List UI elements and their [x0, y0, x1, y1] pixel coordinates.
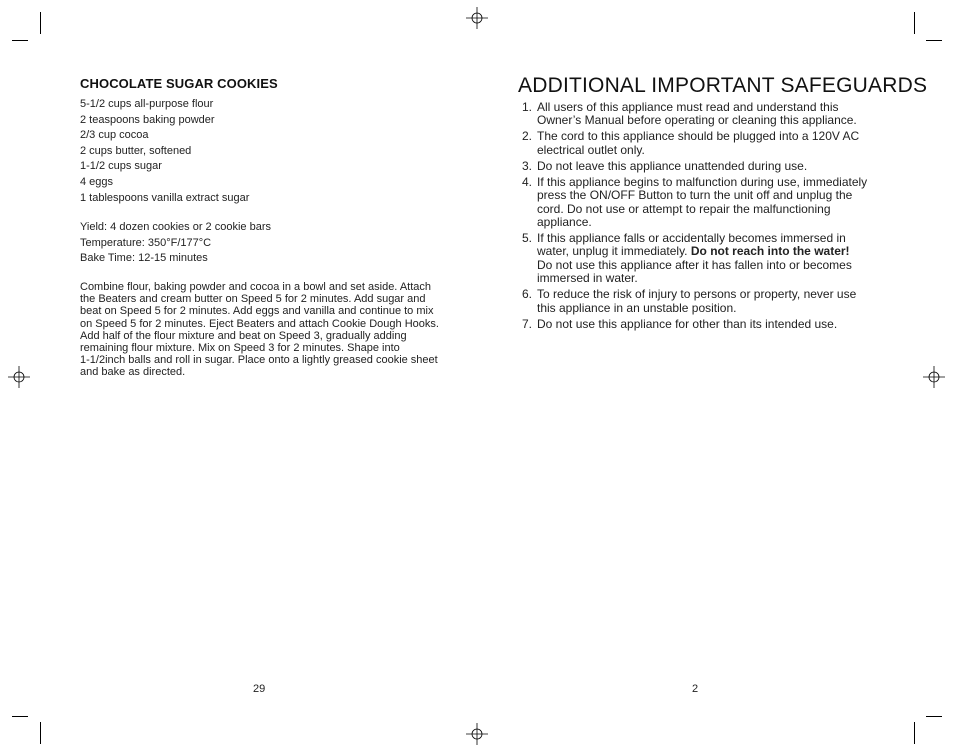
ingredients-list — [80, 97, 440, 206]
recipe-details — [80, 220, 440, 267]
safeguard-item: 2. The cord to this appliance should be plugged into a 120V AC electrical outlet only. — [522, 129, 860, 157]
bake-time-text: Bake Time: 12-15 minutes — [80, 252, 208, 265]
page-number-left: 29 — [253, 683, 266, 695]
registration-mark-right — [923, 366, 945, 388]
crop-mark-tr-h — [926, 40, 942, 41]
crop-mark-tl-v — [40, 12, 41, 34]
ingredient-item: 5-1/2 cups all-purpose flour — [80, 98, 214, 110]
crop-mark-tl-h — [12, 40, 28, 41]
safeguard-item: 7. Do not use this appliance for other than its intended use. — [522, 316, 838, 331]
yield-text: Yield: 4 dozen cookies or 2 cookie bars — [80, 221, 271, 234]
registration-mark-top — [466, 7, 488, 29]
crop-mark-tr-v — [914, 12, 915, 34]
registration-mark-bottom — [466, 723, 488, 745]
method-line: Add half of the flour mixture and beat on Speed 3, gradually adding — [80, 329, 407, 342]
safeguard-item: 5. If this appliance falls or accidentally becomes immersed in water, unplug it immediately. Do not reach into the water! Do not use this appliance after it has fallen into or becomes immersed in water. — [522, 231, 852, 286]
method-line: and bake as directed. — [80, 366, 186, 379]
safeguard-item: 6. To reduce the risk of injury to persons or property, never use this appliance in an unstable position. — [522, 287, 857, 315]
crop-mark-bl-h — [12, 716, 28, 717]
safeguards-list — [516, 101, 876, 331]
recipe-title: CHOCOLATE SUGAR COOKIES — [80, 76, 278, 91]
ingredient-item: 1 tablespoons vanilla extract sugar — [80, 191, 250, 204]
ingredient-item: 4 eggs — [80, 175, 114, 188]
safeguard-item: 3. Do not leave this appliance unattended during use. — [522, 158, 808, 173]
temperature-text: Temperature: 350°F/177°C — [80, 236, 212, 249]
crop-mark-br-h — [926, 716, 942, 717]
method-line: on Speed 5 for 2 minutes. Eject Beaters and attach Cookie Dough Hooks. — [80, 317, 439, 330]
recipe-method — [80, 281, 440, 379]
safeguards-page — [516, 74, 928, 334]
method-line: the Beaters and cream butter on Speed 5 for 2 minutes. Add sugar and — [80, 293, 426, 306]
ingredient-item: 2 teaspoons baking powder — [80, 113, 215, 126]
warning-text: Do not reach into the water! — [690, 244, 850, 259]
crop-mark-br-v — [914, 722, 915, 744]
crop-mark-bl-v — [40, 722, 41, 744]
page-number-right: 2 — [692, 683, 699, 695]
method-line: Combine flour, baking powder and cocoa in a bowl and set aside. Attach — [80, 280, 432, 293]
ingredient-item: 1-1/2 cups sugar — [80, 160, 162, 173]
safeguard-item: 1. All users of this appliance must read and understand this Owner’s Manual before operating or cleaning this appliance. — [522, 100, 857, 128]
registration-mark-left — [8, 366, 30, 388]
method-line: beat on Speed 5 for 2 minutes. Add eggs and vanilla and continue to mix — [80, 305, 434, 318]
ingredient-item: 2/3 cup cocoa — [80, 129, 149, 142]
safeguard-item: 4. If this appliance begins to malfunction during use, immediately press the ON/OFF Button to turn the unit off and unplug the cord. Do not use or attempt to repair the malfunctioning appliance. — [522, 174, 868, 230]
safeguards-title: ADDITIONAL IMPORTANT SAFEGUARDS — [518, 74, 928, 97]
recipe-page — [80, 76, 440, 379]
method-line: 1-1/2inch balls and roll in sugar. Place onto a lightly greased cookie sheet — [80, 354, 438, 367]
method-line: remaining flour mixture. Mix on Speed 3 for 2 minutes. Shape into — [80, 341, 400, 354]
ingredient-item: 2 cups butter, softened — [80, 144, 192, 157]
